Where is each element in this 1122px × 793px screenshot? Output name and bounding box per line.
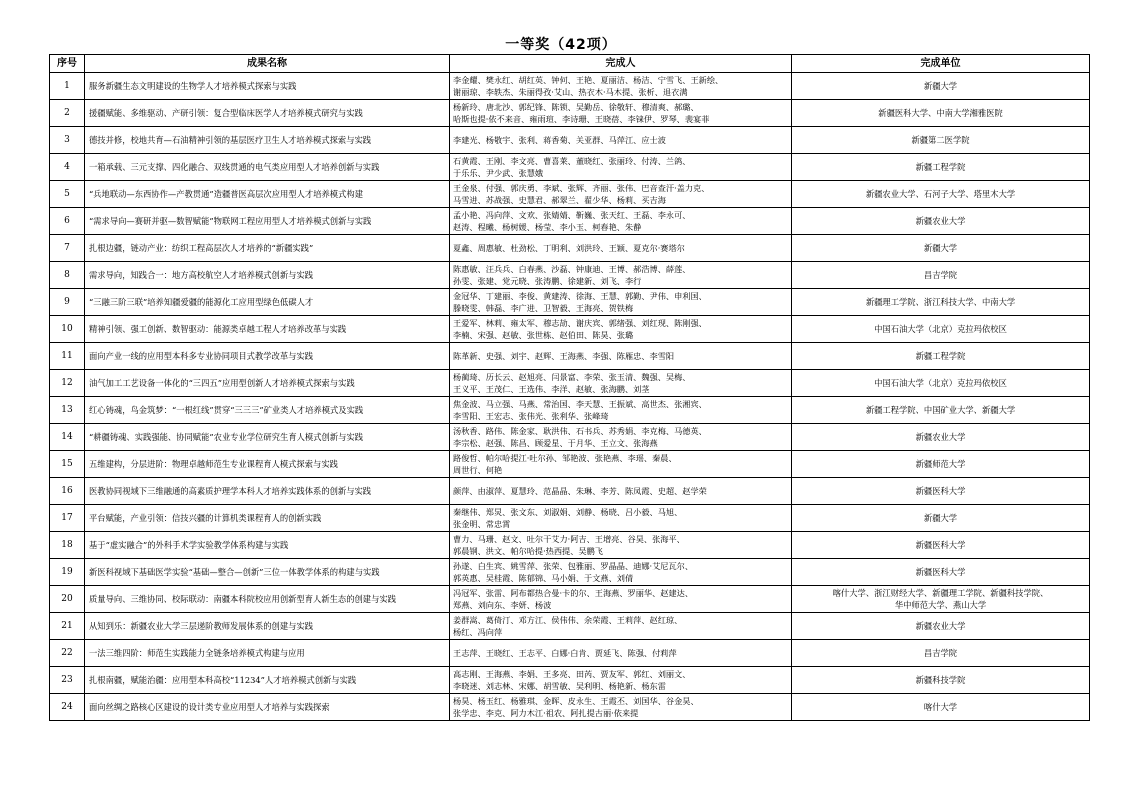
cell-name: 服务新疆生态文明建设的生物学人才培养模式探索与实践 <box>85 73 450 100</box>
cell-people: 金冠华、丁建丽、李俊、黄建涛、徐海、王慧、郭勤、尹伟、申利国、 滕晓雯、韩磊、李广进、卫智毅、王海亮、贺铁梅 <box>450 289 792 316</box>
cell-no: 17 <box>50 505 85 532</box>
cell-unit: 新疆医科大学 <box>792 478 1090 505</box>
table-row <box>50 262 1090 289</box>
cell-name: “兵地联动—东西协作—产教贯通”造疆普医高层次应用型人才培养模式构建 <box>85 181 450 208</box>
table-row <box>50 316 1090 343</box>
cell-no: 22 <box>50 640 85 667</box>
cell-unit: 新疆科技学院 <box>792 667 1090 694</box>
cell-name: 扎根边疆，链动产业：纺织工程高层次人才培养的“新疆实践” <box>85 235 450 262</box>
cell-unit: 新疆农业大学 <box>792 613 1090 640</box>
cell-no: 16 <box>50 478 85 505</box>
cell-unit: 新疆工程学院、中国矿业大学、新疆大学 <box>792 397 1090 424</box>
cell-no: 11 <box>50 343 85 370</box>
cell-unit: 新疆医科大学 <box>792 532 1090 559</box>
table-row <box>50 451 1090 478</box>
cell-name: 一法三维四阶：师范生实践能力全链条培养模式构建与应用 <box>85 640 450 667</box>
cell-no: 23 <box>50 667 85 694</box>
cell-unit: 喀什大学、浙江财经大学、新疆理工学院、新疆科技学院、 华中师范大学、燕山大学 <box>792 586 1090 613</box>
cell-unit: 新疆农业大学 <box>792 424 1090 451</box>
cell-unit: 新疆第二医学院 <box>792 127 1090 154</box>
cell-people: 王爱军、林莉、雍太军、穆志劼、谢庆宾、郭绪强、刘红现、陈刚强、 李楠、宋强、赵敏、张世栋、赵伯田、陈昊、张璐 <box>450 316 792 343</box>
cell-no: 12 <box>50 370 85 397</box>
table-row <box>50 397 1090 424</box>
cell-unit: 昌吉学院 <box>792 262 1090 289</box>
cell-people: 路俊哲、帕尔哈提江·吐尔孙、邹艳波、张艳燕、李瑶、秦晨、 周世行、何艳 <box>450 451 792 478</box>
cell-unit: 喀什大学 <box>792 694 1090 721</box>
cell-people: 焦金波、马立强、马燕、常治国、李天慧、王振斌、高世杰、张湘宾、 李雪阳、王宏志、张伟光、张利华、张峰琦 <box>450 397 792 424</box>
cell-no: 7 <box>50 235 85 262</box>
cell-name: 平台赋能，产业引领：信技兴疆的计算机类课程育人的创新实践 <box>85 505 450 532</box>
table-row <box>50 694 1090 721</box>
table-row <box>50 478 1090 505</box>
table-row <box>50 73 1090 100</box>
header-name: 成果名称 <box>85 55 450 73</box>
cell-name: 质量导向、三维协同、校际联动：南疆本科院校应用创新型育人新生态的创建与实践 <box>85 586 450 613</box>
cell-name: 面向丝绸之路核心区建设的设计类专业应用型人才培养与实践探索 <box>85 694 450 721</box>
cell-unit: 新疆大学 <box>792 73 1090 100</box>
cell-name: “三融三阶三联”培养知疆爱疆的能源化工应用型绿色低碳人才 <box>85 289 450 316</box>
cell-no: 10 <box>50 316 85 343</box>
table-row <box>50 127 1090 154</box>
cell-no: 19 <box>50 559 85 586</box>
table-row <box>50 208 1090 235</box>
cell-name: 德技并修，校地共育—石油精神引领的基层医疗卫生人才培养模式探索与实践 <box>85 127 450 154</box>
cell-people: 王志萍、王晓红、王志平、白娜·白肯、贾延飞、陈强、付莉萍 <box>450 640 792 667</box>
table-row <box>50 100 1090 127</box>
cell-people: 曹力、马珊、赵文、吐尔干艾力·阿吉、王增亮、谷昊、张海平、 郭晨钢、洪文、帕尔哈提·热西提、吴鹏飞 <box>450 532 792 559</box>
table-row <box>50 235 1090 262</box>
award-table <box>49 54 1090 721</box>
table-row <box>50 370 1090 397</box>
cell-name: “需求导向—赛研并驱—数智赋能”物联网工程应用型人才培养模式创新与实践 <box>85 208 450 235</box>
cell-no: 2 <box>50 100 85 127</box>
cell-people: 李金耀、樊永红、胡红英、钟何、王艳、夏丽洁、杨洁、宁雪飞、王新绘、 谢丽琼、李轶杰、朱丽得孜·艾山、热衣木·马木提、张析、退衣满 <box>450 73 792 100</box>
cell-no: 6 <box>50 208 85 235</box>
cell-unit: 新疆农业大学 <box>792 208 1090 235</box>
table-row <box>50 181 1090 208</box>
table-row <box>50 640 1090 667</box>
table-row <box>50 343 1090 370</box>
cell-unit: 新疆工程学院 <box>792 154 1090 181</box>
cell-unit: 新疆农业大学、石河子大学、塔里木大学 <box>792 181 1090 208</box>
table-body <box>50 73 1090 721</box>
cell-name: 新医科视域下基础医学实验“基础—整合—创新”三位一体教学体系的构建与实践 <box>85 559 450 586</box>
cell-name: 医教协同视域下三维融通的高素质护理学本科人才培养实践体系的创新与实践 <box>85 478 450 505</box>
cell-no: 15 <box>50 451 85 478</box>
cell-no: 20 <box>50 586 85 613</box>
cell-name: 援疆赋能、多维驱动、产研引领：复合型临床医学人才培养模式研究与实践 <box>85 100 450 127</box>
cell-name: 基于“虚实融合”的外科手术学实验教学体系构建与实践 <box>85 532 450 559</box>
cell-unit: 新疆工程学院 <box>792 343 1090 370</box>
table-row <box>50 505 1090 532</box>
cell-unit: 新疆大学 <box>792 235 1090 262</box>
cell-unit: 新疆医科大学 <box>792 559 1090 586</box>
cell-people: 杨蔺琦、历长云、赵旭亮、闫景富、李荣、张玉清、魏强、吴梅、 王义平、王茂仁、王选伟、李洋、赵敏、张海鹏、刘茎 <box>450 370 792 397</box>
cell-unit: 昌吉学院 <box>792 640 1090 667</box>
table-row <box>50 559 1090 586</box>
header-no: 序号 <box>50 55 85 73</box>
cell-no: 3 <box>50 127 85 154</box>
table-row <box>50 613 1090 640</box>
cell-no: 1 <box>50 73 85 100</box>
cell-people: 陈革新、史强、刘宇、赵辉、王海燕、李强、陈雁忠、李雪阳 <box>450 343 792 370</box>
cell-no: 21 <box>50 613 85 640</box>
cell-name: 需求导向，知践合一：地方高校航空人才培养模式创新与实践 <box>85 262 450 289</box>
cell-unit: 新疆理工学院、浙江科技大学、中南大学 <box>792 289 1090 316</box>
cell-no: 4 <box>50 154 85 181</box>
cell-name: 从知到乐：新疆农业大学三层递阶教师发展体系的创建与实践 <box>85 613 450 640</box>
cell-people: 夏鑫、周惠敏、杜劲松、丁明利、刘洪玲、王颖、夏克尔·赛塔尔 <box>450 235 792 262</box>
table-row <box>50 667 1090 694</box>
cell-people: 王金泉、付强、郭庆勇、李斌、张辉、齐丽、张伟、巴音查汗·盖力克、 马雪进、苏战强、史慧君、郝翠兰、翟少华、杨莉、买吉海 <box>450 181 792 208</box>
cell-name: 油气加工工艺设备一体化的“三四五”应用型创新人才培养模式探索与实践 <box>85 370 450 397</box>
cell-people: 孟小艳、冯向萍、文欢、张婧婧、靳巍、张天红、王磊、李永可、 赵涛、程曦、杨树媛、杨莹、李小玉、柯春艳、朱静 <box>450 208 792 235</box>
table-row <box>50 586 1090 613</box>
cell-name: 一箱承载、三元支撑、四化融合、双线贯通的电气类应用型人才培养创新与实践 <box>85 154 450 181</box>
cell-name: 五维建构，分层进阶：物理卓越师范生专业课程育人模式探索与实践 <box>85 451 450 478</box>
cell-people: 冯冠军、张雷、阿布都热合曼·卡的尔、王海燕、罗丽华、赵建达、 郑燕、刘向东、李妍、杨波 <box>450 586 792 613</box>
cell-people: 秦继伟、郑炅、张文东、刘淑娟、刘静、杨晓、吕小毅、马旭、 张金明、常忠霄 <box>450 505 792 532</box>
cell-name: 精神引领、强工创新、数智驱动：能源类卓越工程人才培养改革与实践 <box>85 316 450 343</box>
page-title: 一等奖（42项） <box>505 37 617 53</box>
cell-unit: 中国石油大学（北京）克拉玛依校区 <box>792 370 1090 397</box>
header-people: 完成人 <box>450 55 792 73</box>
cell-people: 姜群嵩、葛倚汀、邓方江、侯伟伟、余荣霞、王莉萍、赵红琼、 杨红、冯向萍 <box>450 613 792 640</box>
cell-name: 面向产业一线的应用型本科多专业协同项目式教学改革与实践 <box>85 343 450 370</box>
cell-no: 5 <box>50 181 85 208</box>
cell-people: 颜萍、由淑萍、夏慧玲、范晶晶、朱琳、李芳、陈凤霞、史超、赵学荣 <box>450 478 792 505</box>
cell-people: 杨新玲、唐北沙、郭纪锋、陈锁、吴勤岳、徐敬轩、穆清爽、郝璐、 哈斯也提·依不来音、雍雨瑄、李诗珊、王晓蓓、李铼伊、罗琴、裴宴菲 <box>450 100 792 127</box>
cell-no: 13 <box>50 397 85 424</box>
cell-people: 孙遂、白生宾、姚雪萍、张荣、包雅丽、罗晶晶、迪娜·艾尼瓦尔、 郭英惠、吴桂霞、陈郁锦、马小娟、于文燕、刘倩 <box>450 559 792 586</box>
cell-name: “耕疆铸魂、实践强能、协同赋能”农业专业学位研究生育人模式创新与实践 <box>85 424 450 451</box>
table-row <box>50 532 1090 559</box>
cell-no: 9 <box>50 289 85 316</box>
cell-no: 18 <box>50 532 85 559</box>
cell-people: 杨昊、杨玉红、杨雅琪、金晖、皮永生、王霞丕、刘国华、谷金昊、 张学忠、李克、阿力木江·祖农、阿扎提古丽·依来提 <box>450 694 792 721</box>
cell-people: 高志刚、王海燕、李娟、王多亮、田芮、贾友军、郭红、刘丽文、 李晓迷、刘志林、宋娜、胡雪敏、吴利明、杨艳新、杨东雷 <box>450 667 792 694</box>
cell-unit: 中国石油大学（北京）克拉玛依校区 <box>792 316 1090 343</box>
cell-people: 汤秋香、路伟、陈金家、耿洪伟、石书兵、苏秀娟、李克梅、马德英、 李宗松、赵强、陈昌、顾爱星、于月华、王立文、张海燕 <box>450 424 792 451</box>
cell-unit: 新疆师范大学 <box>792 451 1090 478</box>
cell-people: 李建光、杨敬宇、张利、蒋香菊、关亚群、马萍江、应士波 <box>450 127 792 154</box>
table-header-row <box>50 55 1090 73</box>
cell-no: 8 <box>50 262 85 289</box>
cell-no: 24 <box>50 694 85 721</box>
cell-name: 扎根南疆，赋能治疆：应用型本科高校“11234”人才培养模式创新与实践 <box>85 667 450 694</box>
cell-unit: 新疆大学 <box>792 505 1090 532</box>
cell-unit: 新疆医科大学、中南大学湘雅医院 <box>792 100 1090 127</box>
cell-name: 红心铸魂，鸟金筑梦：“一根红线”贯穿“三三三”矿业类人才培养模式及实践 <box>85 397 450 424</box>
table-row <box>50 424 1090 451</box>
table-row <box>50 154 1090 181</box>
cell-people: 陈惠敏、汪兵兵、白春燕、沙磊、钟康迪、王博、郝浩博、薛莲、 孙雯、张建、党元晓、张涛鹏、徐建新、刘飞、李行 <box>450 262 792 289</box>
header-unit: 完成单位 <box>792 55 1090 73</box>
cell-no: 14 <box>50 424 85 451</box>
table-row <box>50 289 1090 316</box>
cell-people: 石黄霞、王刚、李文亮、曹喜莱、董晓红、张丽玲、付涛、兰鸽、 于乐乐、尹少武、张慧娥 <box>450 154 792 181</box>
